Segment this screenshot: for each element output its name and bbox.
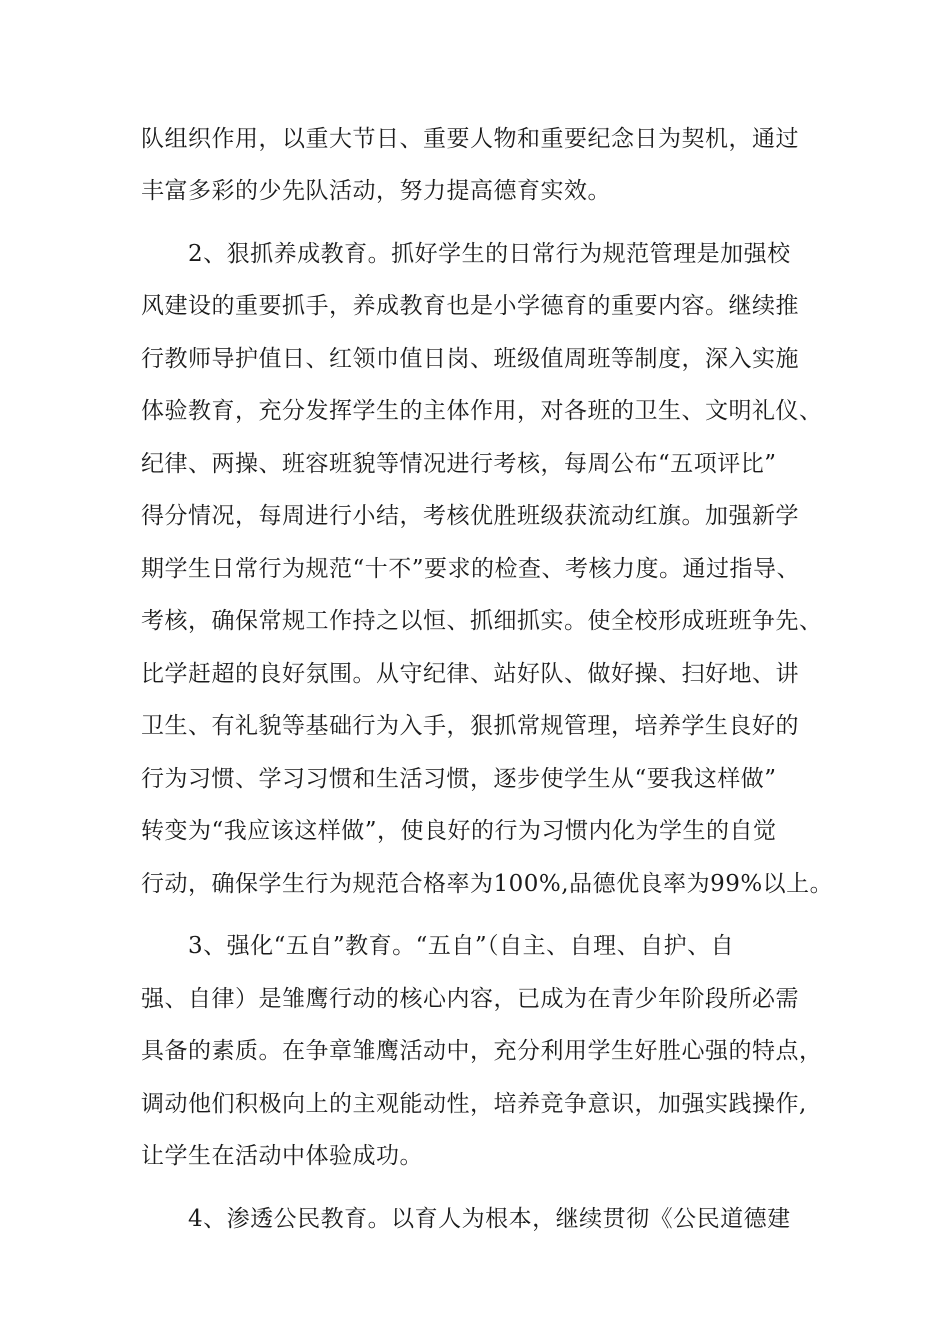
text-line: 纪律、两操、班容班貌等情况进行考核，每周公布“五项评比” <box>141 451 777 477</box>
text-line: 丰富多彩的少先队活动，努力提高德育实效。 <box>141 178 611 204</box>
paragraph-start-line: 3、强化“五自”教育。“五自”（自主、自理、自护、自 <box>188 933 735 959</box>
paragraph-start-line: 2、狠抓养成教育。抓好学生的日常行为规范管理是加强校 <box>188 241 791 267</box>
text-line: 调动他们积极向上的主观能动性，培养竞争意识，加强实践操作, <box>141 1091 807 1117</box>
text-line: 考核，确保常规工作持之以恒、抓细抓实。使全校形成班班争先、 <box>141 608 823 634</box>
text-line: 风建设的重要抓手，养成教育也是小学德育的重要内容。继续推 <box>141 293 799 319</box>
paragraph-start-line: 4、渗透公民教育。以育人为根本，继续贯彻《公民道德建 <box>188 1206 791 1232</box>
text-line: 卫生、有礼貌等基础行为入手，狠抓常规管理，培养学生良好的 <box>141 713 799 739</box>
text-line: 行为习惯、学习习惯和生活习惯，逐步使学生从“要我这样做” <box>141 766 777 792</box>
text-line: 强、自律）是雏鹰行动的核心内容，已成为在青少年阶段所必需 <box>141 986 799 1012</box>
text-line: 比学赶超的良好氛围。从守纪律、站好队、做好操、扫好地、讲 <box>141 661 799 687</box>
text-line: 期学生日常行为规范“十不”要求的检查、考核力度。通过指导、 <box>141 556 801 582</box>
text-line: 行教师导护值日、红领巾值日岗、班级值周班等制度，深入实施 <box>141 346 799 372</box>
text-line: 具备的素质。在争章雏鹰活动中，充分利用学生好胜心强的特点， <box>141 1038 823 1064</box>
text-line: 队组织作用，以重大节日、重要人物和重要纪念日为契机，通过 <box>141 126 799 152</box>
text-line: 得分情况，每周进行小结，考核优胜班级获流动红旗。加强新学 <box>141 503 799 529</box>
text-line: 体验教育，充分发挥学生的主体作用，对各班的卫生、文明礼仪、 <box>141 398 823 424</box>
text-line: 行动，确保学生行为规范合格率为100%,品德优良率为99%以上。 <box>141 871 834 897</box>
text-line: 转变为“我应该这样做”，使良好的行为习惯内化为学生的自觉 <box>141 818 777 844</box>
text-line: 让学生在活动中体验成功。 <box>141 1143 423 1169</box>
